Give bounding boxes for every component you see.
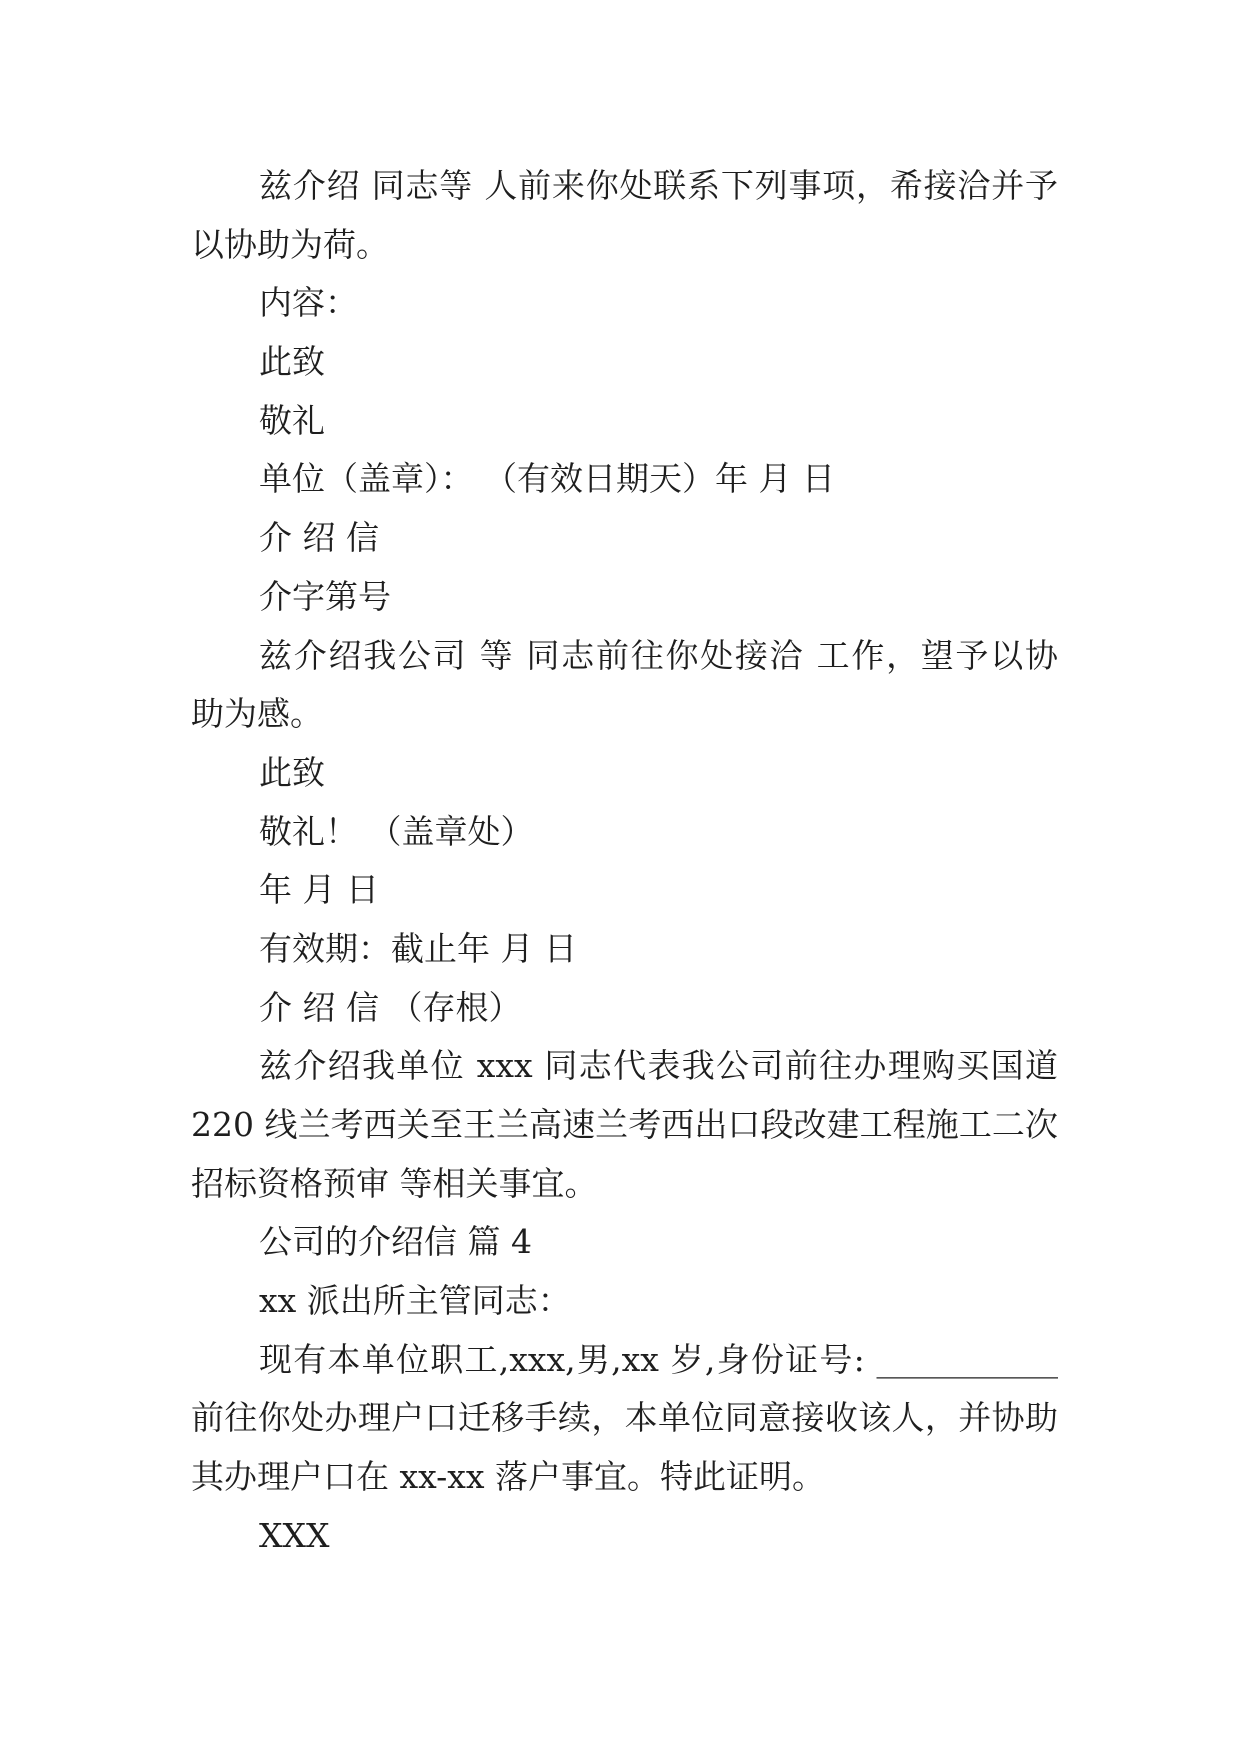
text-line: 以协助为荷。 <box>191 224 389 264</box>
text-line: xx 派出所主管同志： <box>259 1281 571 1321</box>
text-line: XXX <box>259 1515 330 1555</box>
text-line: 敬礼 <box>259 400 325 440</box>
paragraph-introduction <box>191 157 1058 274</box>
stub-heading <box>191 979 1058 1038</box>
text-line: 内容： <box>259 283 358 323</box>
paragraph-validity <box>191 920 1058 979</box>
paragraph-signature <box>191 450 1058 509</box>
paragraph-introduction <box>191 1037 1058 1213</box>
paragraph-date <box>191 861 1058 920</box>
text-line: 敬礼！ （盖章处） <box>259 811 534 851</box>
letter-reference-number <box>191 568 1058 627</box>
text-line: 兹介绍 同志等 人前来你处联系下列事项，希接洽并予 <box>259 166 1058 205</box>
text-line: 介 绍 信 （存根） <box>259 987 522 1027</box>
paragraph-salutation <box>191 803 1058 862</box>
paragraph-closing <box>191 744 1058 803</box>
text-line: 介字第号 <box>259 576 391 616</box>
text-line: 兹介绍我单位 xxx 同志代表我公司前往办理购买国道 <box>259 1046 1058 1086</box>
paragraph-introduction <box>191 627 1058 744</box>
text-line: 招标资格预审 等相关事宜。 <box>191 1163 598 1203</box>
paragraph-certification <box>191 1331 1058 1507</box>
text-line: 助为感。 <box>191 694 323 734</box>
paragraph-closing <box>191 333 1058 392</box>
paragraph-signer <box>191 1507 1058 1566</box>
text-line: 单位（盖章）： （有效日期天）年 月 日 <box>259 459 835 499</box>
paragraph-salutation <box>191 392 1058 451</box>
text-line: 220 线兰考西关至王兰高速兰考西出口段改建工程施工二次 <box>191 1105 1058 1144</box>
text-line: 前往你处办理户口迁移手续，本单位同意接收该人，并协助 <box>191 1398 1058 1438</box>
section-heading <box>191 1213 1058 1272</box>
text-line: 其办理户口在 xx-xx 落户事宜。特此证明。 <box>191 1457 825 1497</box>
text-line: 介 绍 信 <box>259 518 379 558</box>
text-line: 现有本单位职工,xxx,男,xx 岁,身份证号: ___________ <box>259 1339 1058 1379</box>
text-line: 年 月 日 <box>259 870 379 910</box>
text-line: 此致 <box>259 342 325 382</box>
text-line: 此致 <box>259 752 325 792</box>
text-line: 有效期：截止年 月 日 <box>259 928 577 968</box>
paragraph-content-label <box>191 274 1058 333</box>
document-body <box>191 157 1058 1566</box>
text-line: 公司的介绍信 篇 4 <box>259 1222 532 1262</box>
text-line: 兹介绍我公司 等 同志前往你处接洽 工作，望予以协 <box>259 635 1058 675</box>
letter-heading <box>191 509 1058 568</box>
paragraph-addressee <box>191 1272 1058 1331</box>
